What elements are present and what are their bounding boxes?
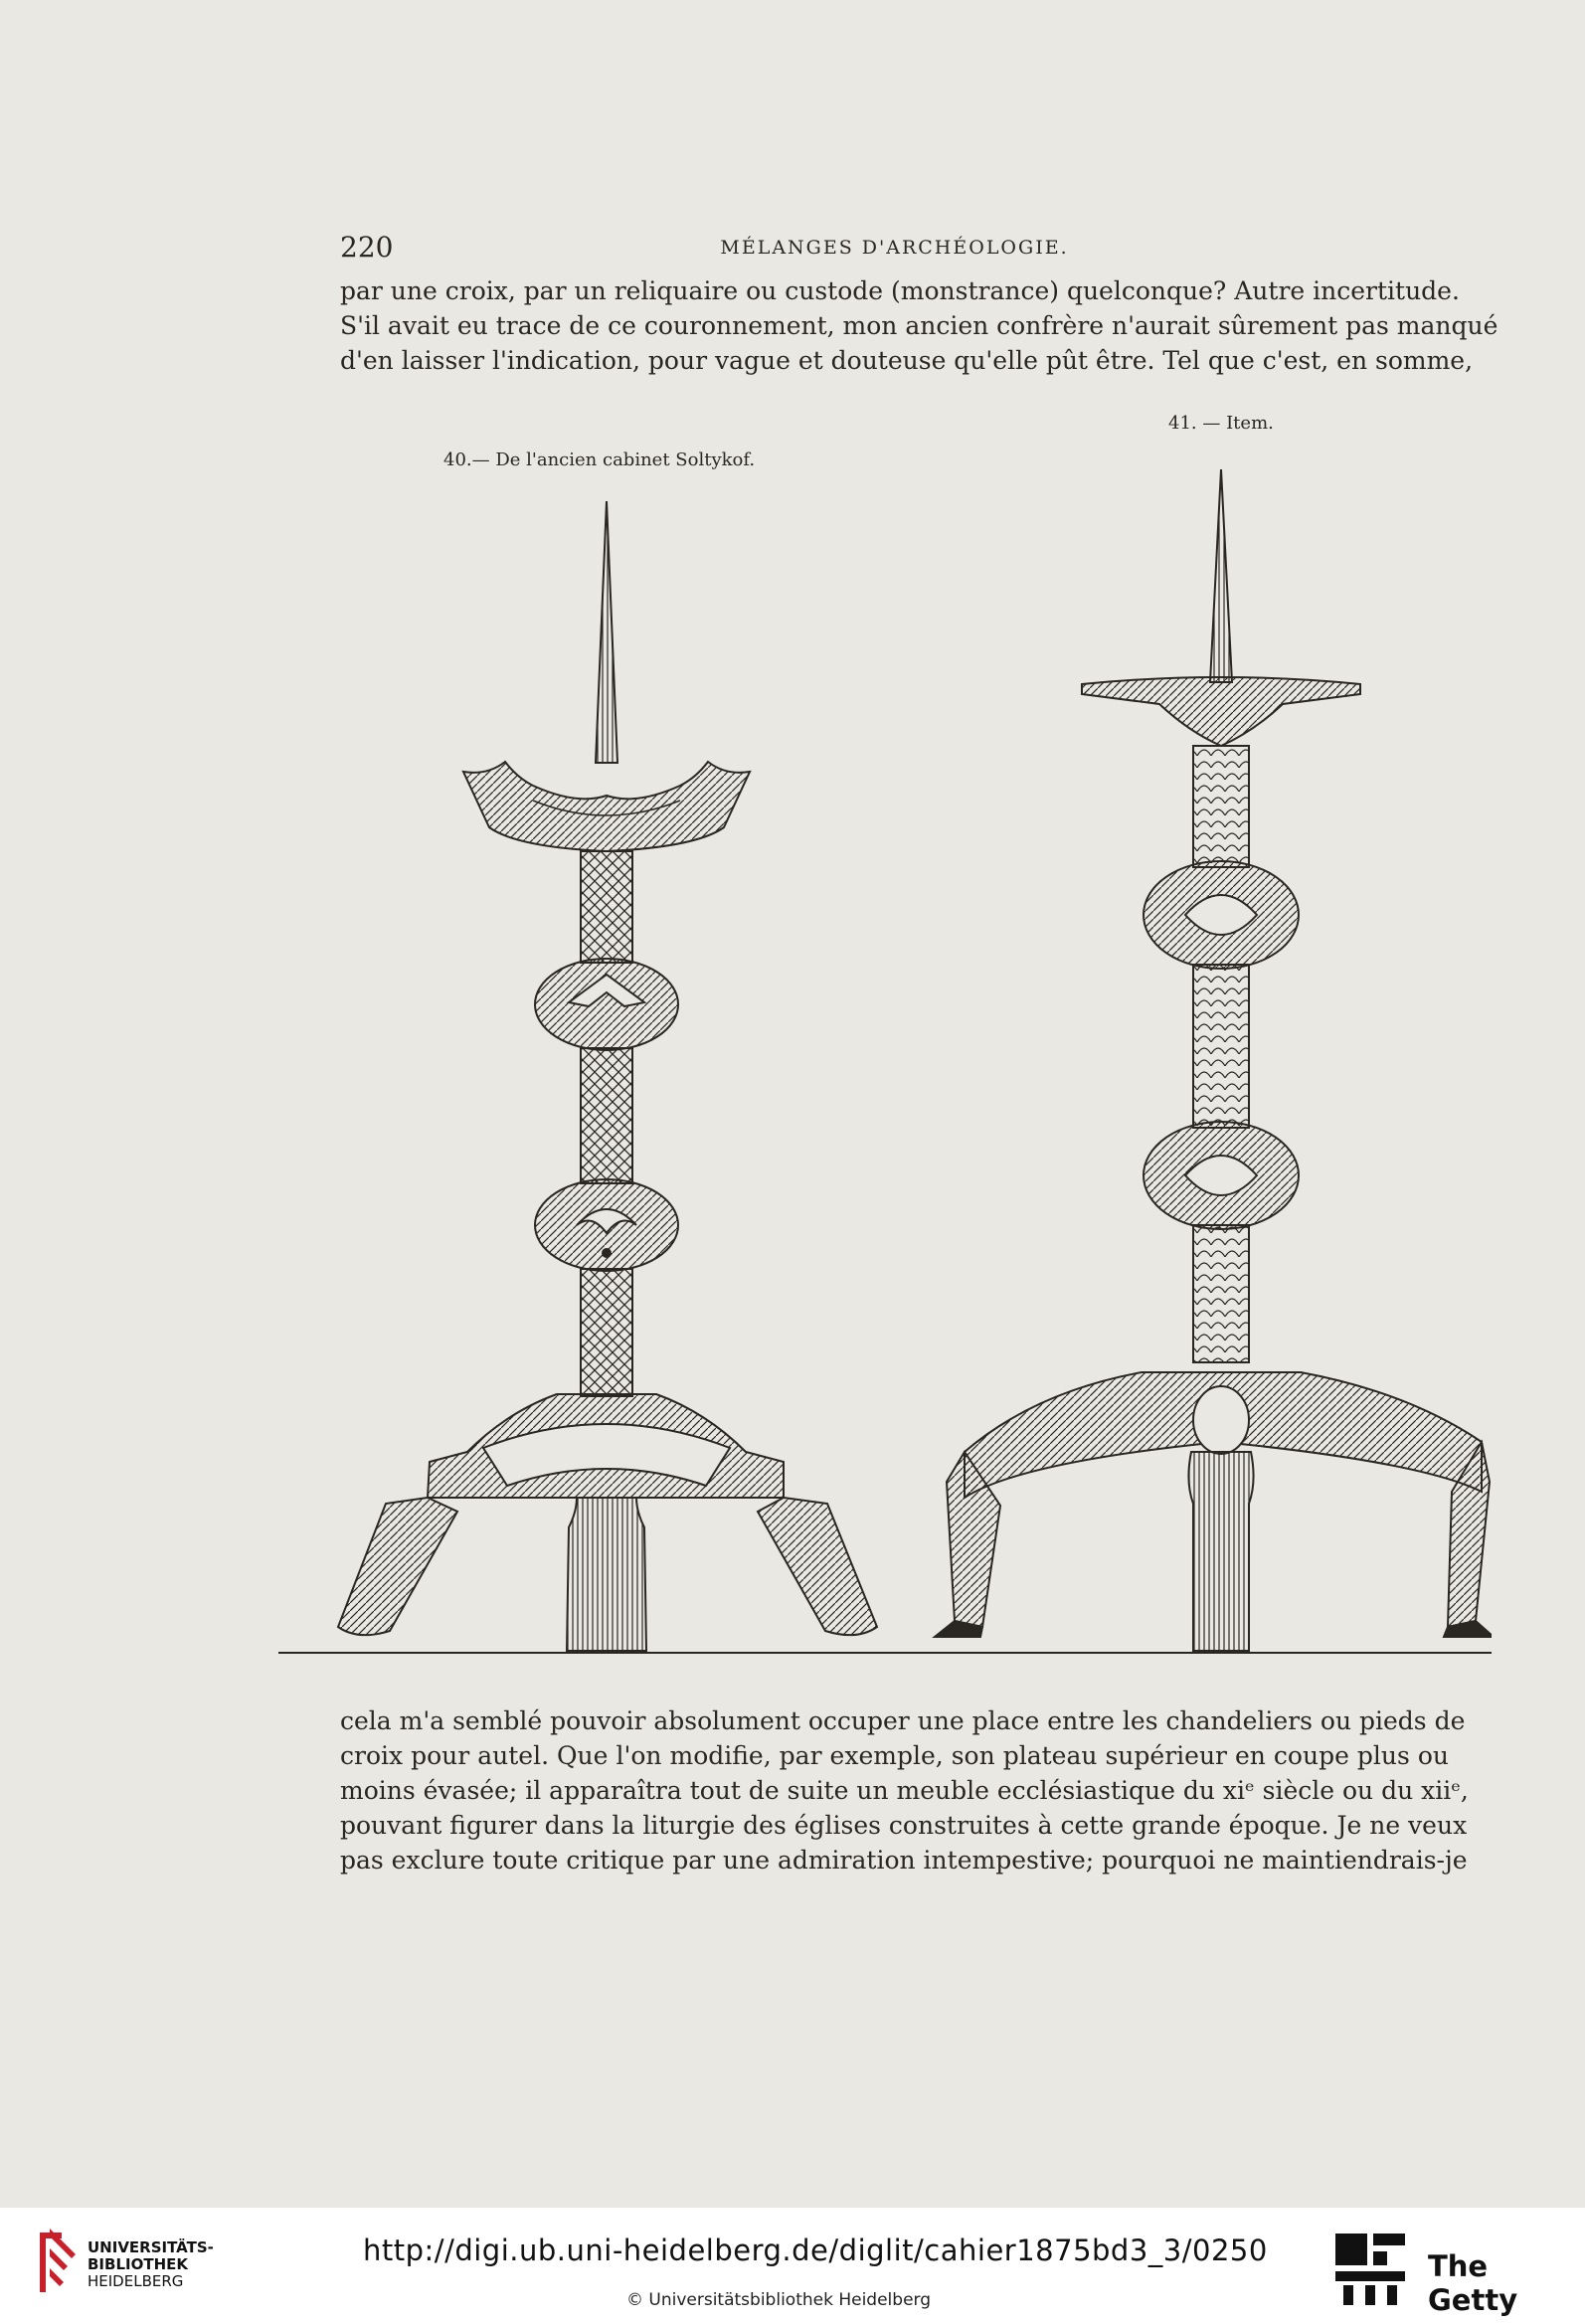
upper-stem	[1193, 746, 1249, 867]
figure-40-caption: 40.— De l'ancien cabinet Soltykof.	[443, 449, 756, 470]
text-line: d'en laisser l'indication, pour vague et douteuse qu'elle pût être. Tel que c'est, en somme,	[340, 346, 1474, 375]
center-foot	[1188, 1452, 1253, 1651]
text-line: pouvant figurer dans la liturgie des églises construites à cette grande époque. Je ne veux	[340, 1811, 1468, 1840]
upper-stem	[581, 851, 632, 963]
candlestick-40	[338, 501, 877, 1651]
text-line: S'il avait eu trace de ce couronnement, mon ancien confrère n'aurait sûrement pas manqué	[340, 311, 1498, 340]
text-line: par une croix, par un reliquaire ou custode (monstrance) quelconque? Autre incertitude.	[340, 276, 1460, 305]
candlestick-41	[935, 469, 1492, 1651]
lower-stem	[581, 1269, 632, 1396]
paragraph-bottom	[340, 1703, 1469, 1877]
running-head	[340, 231, 1449, 270]
copyright-notice: © Universitätsbibliothek Heidelberg	[626, 2290, 932, 2310]
getty-logo-icon	[1333, 2232, 1409, 2307]
center-foot	[567, 1498, 646, 1651]
university-library-name: UNIVERSITÄTS- BIBLIOTHEK HEIDELBERG	[88, 2238, 214, 2290]
university-library-logo-icon	[36, 2225, 80, 2300]
right-foot	[758, 1498, 877, 1635]
text-line: moins évasée; il apparaîtra tout de suite un meuble ecclésiastique du xiᵉ siècle ou du xiiᵉ,	[340, 1776, 1469, 1805]
middle-stem	[1193, 965, 1249, 1128]
middle-stem	[581, 1048, 632, 1183]
drip-pan	[463, 762, 750, 851]
getty-label: The Getty	[1428, 2249, 1518, 2317]
drip-pan	[1082, 677, 1360, 746]
running-title: MÉLANGES D'ARCHÉOLOGIE.	[720, 237, 1069, 259]
left-foot	[338, 1498, 457, 1635]
digitization-footer	[0, 2208, 1585, 2324]
candlesticks-engraving	[278, 457, 1492, 1681]
page-number: 220	[340, 231, 394, 264]
figure-41-caption: 41. — Item.	[1168, 413, 1274, 434]
text-line: croix pour autel. Que l'on modifie, par exemple, son plateau supérieur en coupe plus ou	[340, 1741, 1449, 1770]
source-url-link[interactable]: http://digi.ub.uni-heidelberg.de/diglit/cahier1875bd3_3/0250	[363, 2234, 1268, 2267]
upper-knop	[535, 959, 678, 1050]
pricket-spike	[596, 501, 617, 763]
text-line: pas exclure toute critique par une admiration intempestive; pourquoi ne maintiendrais-je	[340, 1846, 1468, 1875]
lower-stem	[1193, 1225, 1249, 1362]
paragraph-top	[340, 273, 1498, 378]
text-line: cela m'a semblé pouvoir absolument occuper une place entre les chandeliers ou pieds de	[340, 1706, 1466, 1735]
pricket-spike	[1210, 469, 1232, 682]
